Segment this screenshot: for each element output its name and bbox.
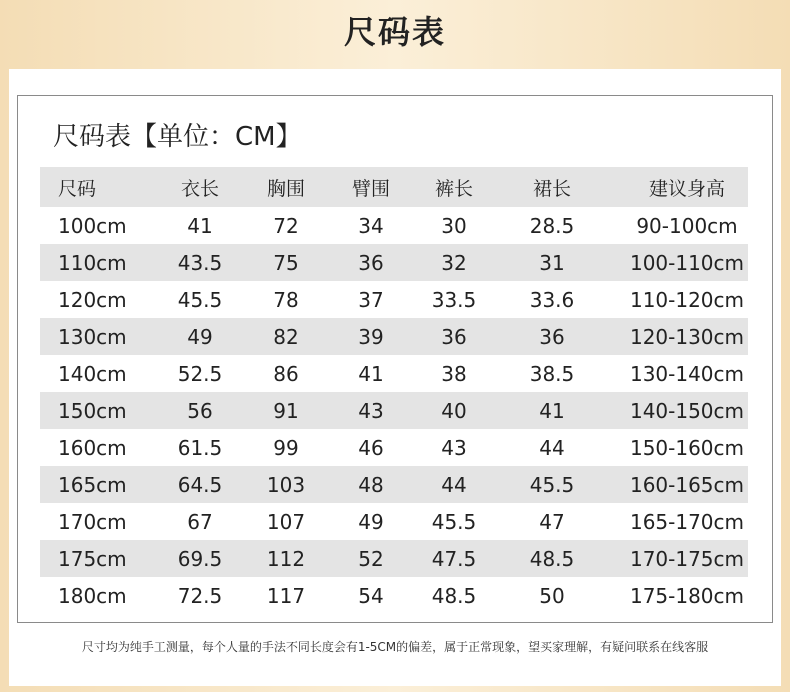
- table-row: [40, 392, 748, 429]
- cell-skirt-length: 41: [539, 398, 565, 423]
- cell-height: 140-150cm: [629, 398, 745, 423]
- cell-chest: 86: [273, 361, 299, 386]
- cell-arm: 36: [358, 250, 384, 275]
- cell-arm: 46: [358, 435, 384, 460]
- cell-height: 170-175cm: [629, 546, 745, 571]
- header-chest: 胸围: [266, 177, 305, 200]
- cell-chest: 72: [273, 213, 299, 238]
- cell-pants-length: 44: [441, 472, 467, 497]
- cell-arm: 37: [358, 287, 384, 312]
- cell-pants-length: 36: [441, 324, 467, 349]
- cell-arm: 49: [358, 509, 384, 534]
- cell-size: 175cm: [58, 546, 127, 571]
- cell-length: 67: [187, 509, 213, 534]
- cell-height: 110-120cm: [629, 287, 745, 312]
- table-row: [40, 540, 748, 577]
- cell-length: 41: [187, 213, 213, 238]
- cell-size: 140cm: [58, 361, 127, 386]
- cell-chest: 75: [273, 250, 299, 275]
- cell-skirt-length: 45.5: [529, 472, 575, 497]
- cell-arm: 41: [358, 361, 384, 386]
- cell-size: 100cm: [58, 213, 127, 238]
- header-pants-length: 裤长: [434, 177, 473, 200]
- cell-length: 52.5: [177, 361, 223, 386]
- cell-height: 100-110cm: [629, 250, 745, 275]
- table-row: [40, 466, 748, 503]
- cell-height: 130-140cm: [629, 361, 745, 386]
- cell-size: 110cm: [58, 250, 127, 275]
- cell-chest: 82: [273, 324, 299, 349]
- cell-size: 130cm: [58, 324, 127, 349]
- cell-chest: 112: [266, 546, 306, 571]
- header-length: 衣长: [180, 177, 219, 200]
- cell-pants-length: 38: [441, 361, 467, 386]
- cell-skirt-length: 36: [539, 324, 565, 349]
- cell-length: 64.5: [177, 472, 223, 497]
- cell-chest: 117: [266, 583, 306, 608]
- cell-size: 120cm: [58, 287, 127, 312]
- cell-pants-length: 33.5: [431, 287, 477, 312]
- cell-skirt-length: 31: [539, 250, 565, 275]
- cell-size: 150cm: [58, 398, 127, 423]
- cell-height: 160-165cm: [629, 472, 745, 497]
- cell-skirt-length: 44: [539, 435, 565, 460]
- table-row: [40, 207, 748, 244]
- header-size: 尺码: [58, 177, 97, 200]
- size-table: [40, 167, 748, 614]
- cell-arm: 52: [358, 546, 384, 571]
- cell-pants-length: 43: [441, 435, 467, 460]
- header-arm: 臂围: [351, 177, 390, 200]
- table-header-row: [40, 167, 748, 207]
- table-row: [40, 355, 748, 392]
- cell-skirt-length: 47: [539, 509, 565, 534]
- cell-pants-length: 40: [441, 398, 467, 423]
- cell-length: 72.5: [177, 583, 223, 608]
- header-height: 建议身高: [648, 177, 725, 200]
- cell-pants-length: 32: [441, 250, 467, 275]
- cell-arm: 39: [358, 324, 384, 349]
- cell-length: 61.5: [177, 435, 223, 460]
- table-row: [40, 244, 748, 281]
- cell-arm: 54: [358, 583, 384, 608]
- cell-size: 165cm: [58, 472, 127, 497]
- table-row: [40, 281, 748, 318]
- cell-pants-length: 47.5: [431, 546, 477, 571]
- footnote: 尺寸均为纯手工测量，每个人量的手法不同长度会有1-5CM的偏差，属于正常现象，望买家理解，有疑问联系在线客服: [81, 640, 709, 654]
- cell-height: 150-160cm: [629, 435, 745, 460]
- table-title: 尺码表【单位：CM】: [53, 121, 302, 152]
- cell-skirt-length: 28.5: [529, 213, 575, 238]
- cell-height: 120-130cm: [629, 324, 745, 349]
- cell-arm: 43: [358, 398, 384, 423]
- cell-chest: 78: [273, 287, 299, 312]
- cell-size: 170cm: [58, 509, 127, 534]
- cell-pants-length: 30: [441, 213, 467, 238]
- cell-length: 45.5: [177, 287, 223, 312]
- cell-chest: 103: [266, 472, 306, 497]
- table-row: [40, 503, 748, 540]
- cell-arm: 48: [358, 472, 384, 497]
- cell-height: 175-180cm: [629, 583, 745, 608]
- cell-height: 165-170cm: [629, 509, 745, 534]
- cell-skirt-length: 38.5: [529, 361, 575, 386]
- cell-length: 49: [187, 324, 213, 349]
- cell-chest: 91: [273, 398, 299, 423]
- cell-size: 160cm: [58, 435, 127, 460]
- cell-length: 56: [187, 398, 213, 423]
- table-row: [40, 429, 748, 466]
- cell-skirt-length: 48.5: [529, 546, 575, 571]
- header-skirt-length: 裙长: [532, 177, 571, 200]
- cell-skirt-length: 50: [539, 583, 565, 608]
- cell-height: 90-100cm: [636, 213, 738, 238]
- cell-chest: 107: [266, 509, 306, 534]
- page-title: 尺码表: [343, 13, 446, 51]
- cell-arm: 34: [358, 213, 384, 238]
- cell-chest: 99: [273, 435, 299, 460]
- table-row: [40, 318, 748, 355]
- cell-length: 43.5: [177, 250, 223, 275]
- cell-skirt-length: 33.6: [529, 287, 575, 312]
- table-row: [40, 577, 748, 614]
- cell-length: 69.5: [177, 546, 223, 571]
- cell-pants-length: 45.5: [431, 509, 477, 534]
- cell-pants-length: 48.5: [431, 583, 477, 608]
- cell-size: 180cm: [58, 583, 127, 608]
